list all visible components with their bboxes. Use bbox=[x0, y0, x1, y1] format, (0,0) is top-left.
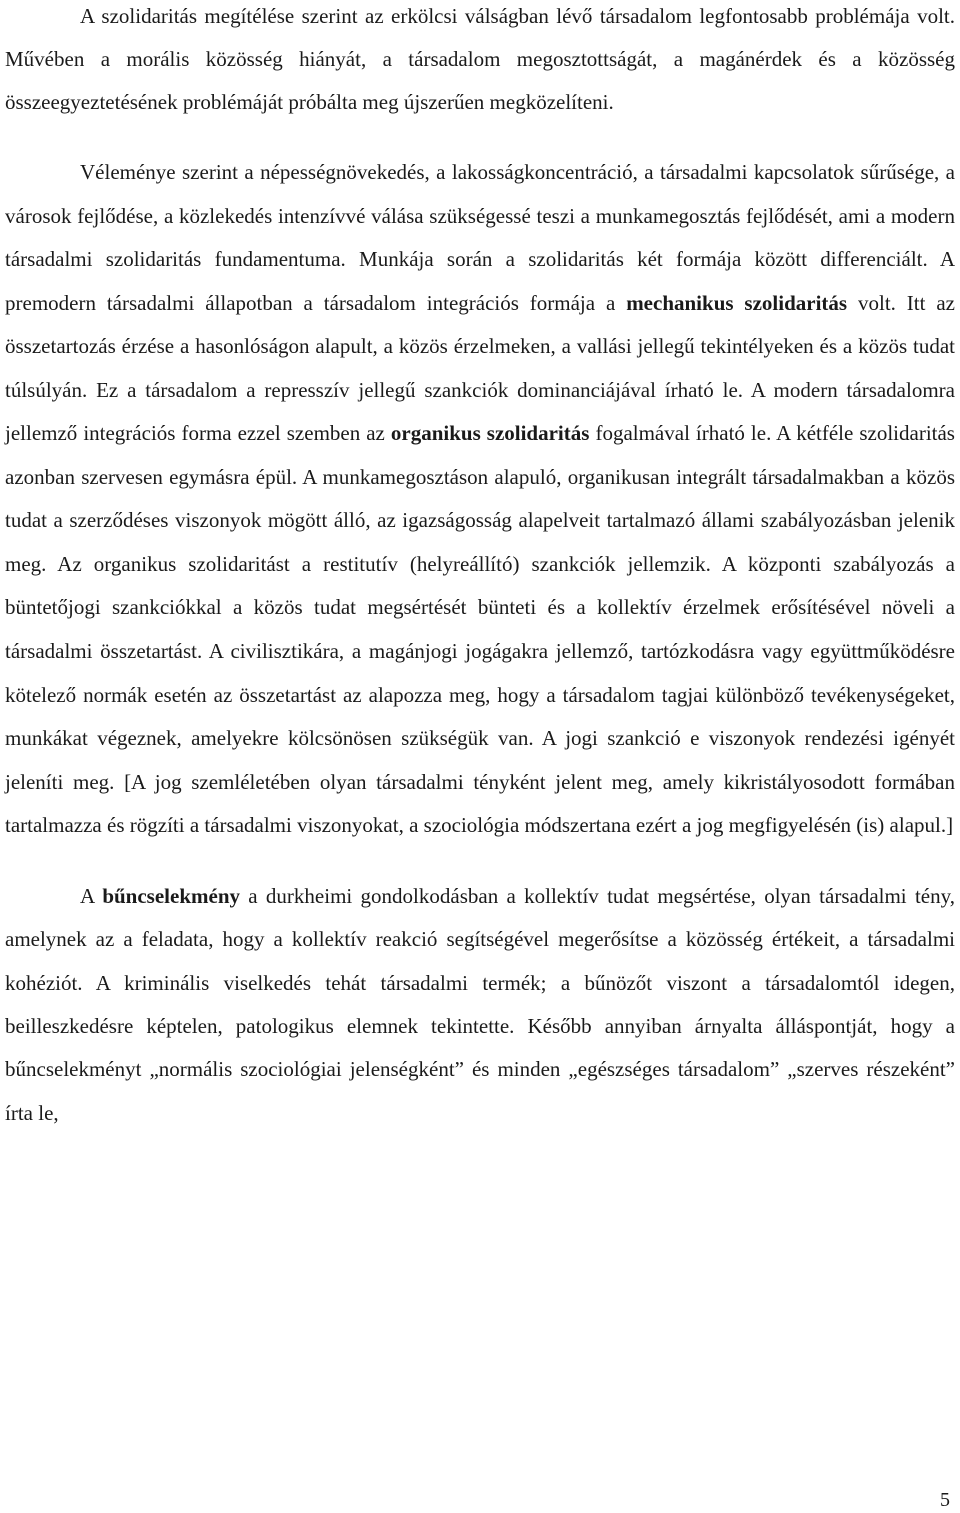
page-number: 5 bbox=[940, 1489, 950, 1511]
paragraph-crime bbox=[5, 875, 955, 1135]
text-segment: fogalmával írható le. A kétféle szolidaritás azonban szervesen egymásra épül. A munkamegosztáson alapuló, organikusan integrált társadalmakban a közös tudat a szerződéses viszonyok mögött álló, az igazságosság alapelveit tartalmazó állami szabályozásban jelenik meg. Az organikus szolidaritást a restitutív (helyreállító) szankciók jellemzik. A központi szabályozás a büntetőjogi szankciókkal a közös tudat megsértését bünteti és a kollektív érzelmek erősítésével növeli a társadalmi összetartást. A civilisztikára, a magánjogi jogágakra jellemző, tartózkodásra vagy együttműködésre kötelező normák esetén az összetartást az alapozza meg, hogy a társadalom tagjai különböző tevékenységeket, munkákat végeznek, amelyekre kölcsönösen szükségük van. A jogi szankció e viszonyok rendezési igényét jeleníti meg. [A jog szemléletében olyan társadalmi tényként jelent meg, amely kikristályosodott formában tartalmazza és rögzíti a társadalmi viszonyokat, a szociológia módszertana ezért a jog megfigyelésén (is) alapul.] bbox=[5, 421, 955, 838]
text-segment: volt. Itt az összetartozás érzése a hasonlóságon alapult, a közös érzelmeken, a vallási jellegű tekintélyeken és a közös tudat túlsúlyán. Ez a társadalom a represszív jellegű szankciók dominanciájával írható le. A modern társadalomra jellemző integrációs forma ezzel szemben az bbox=[5, 290, 955, 446]
paragraph-division-of-labour bbox=[5, 151, 955, 848]
text-segment: a durkheimi gondolkodásban a kollektív tudat megsértése, olyan társadalmi tény, amelynek az a feladata, hogy a kollektív reakció segítségével megerősítse a közösség értékeit, a társadalmi kohéziót. A kriminális viselkedés tehát társadalmi termék; a bűnözőt viszont a társadalomtól idegen, beilleszkedésre képtelen, patologikus elemnek tekintette. Később annyiban árnyalta álláspontját, hogy a bűncselekményt „normális szociológiai jelenségként” és minden „egészséges társadalom” „szerves részeként” írta le, bbox=[5, 883, 955, 1125]
document-page bbox=[5, 0, 955, 1135]
paragraph-solidarity-intro bbox=[5, 0, 955, 124]
text-segment: A bbox=[80, 883, 103, 908]
text-segment: Véleménye szerint a népességnövekedés, a lakosságkoncentráció, a társadalmi kapcsolatok sűrűsége, a városok fejlődése, a közlekedés intenzívvé válása szükségessé teszi a munkamegosztás fejlődését, ami a modern társadalmi szolidaritás fundamentuma. Munkája során a szolidaritás két formája között differenciált. A premodern társadalmi állapotban a társadalom integrációs formája a bbox=[5, 160, 955, 315]
text-segment: A szolidaritás megítélése szerint az erkölcsi válságban lévő társadalom legfontosabb problémája volt. Művében a morális közösség hiányát, a társadalom megosztottságát, a magánérdek és a közösség összeegyeztetésének problémáját próbálta meg újszerűen megközelíteni. bbox=[5, 4, 955, 114]
term-organic-solidarity: organikus szolidaritás bbox=[390, 421, 590, 446]
term-crime: bűncselekmény bbox=[102, 883, 240, 908]
term-mechanical-solidarity: mechanikus szolidaritás bbox=[626, 290, 848, 315]
